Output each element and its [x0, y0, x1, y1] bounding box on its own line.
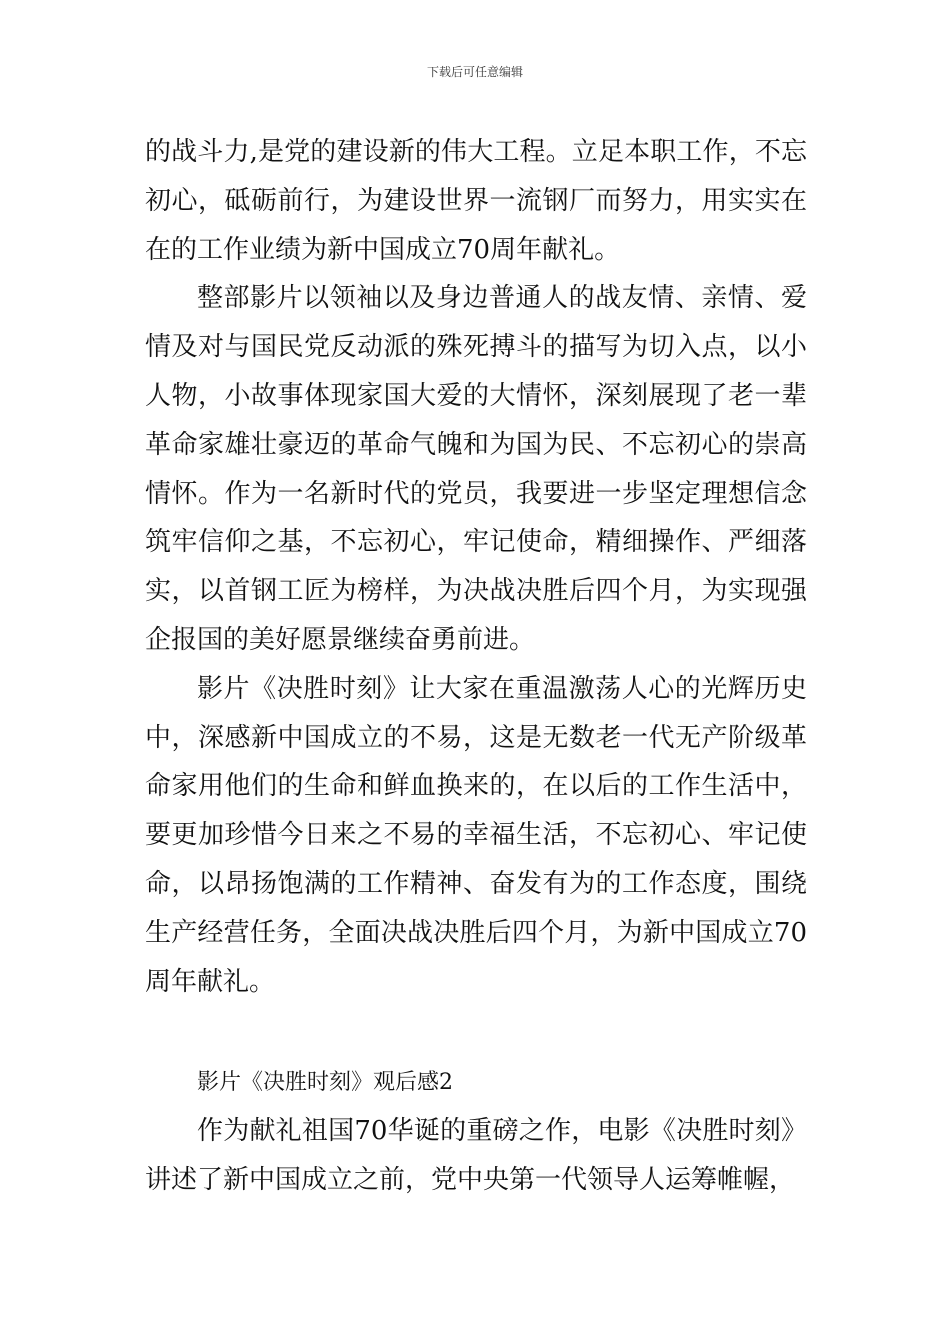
paragraph-film-overview: 整部影片以领袖以及身边普通人的战友情、亲情、爱情及对与国民党反动派的殊死搏斗的描写为切入点，以小人物，小故事体现家国大爱的大情怀，深刻展现了老一辈革命家雄壮豪迈的革命气魄和为国为民、不忘初心的崇高情怀。作为一名新时代的党员，我要进一步坚定理想信念筑牢信仰之基，不忘初心，牢记使命，精细操作、严细落实，以首钢工匠为榜样，为决战决胜后四个月，为实现强企报国的美好愿景继续奋勇前进。 [145, 283, 807, 655]
paragraph-continued: 的战斗力,是党的建设新的伟大工程。立足本职工作，不忘初心，砥砺前行，为建设世界一流钢厂而努力，用实实在在的工作业绩为新中国成立70周年献礼。 [145, 137, 807, 265]
section-spacer [145, 1006, 807, 1059]
paragraph-section-intro: 作为献礼祖国70华诞的重磅之作，电影《决胜时刻》讲述了新中国成立之前，党中央第一代领导人运筹帷幄， [145, 1116, 807, 1196]
section-title: 影片《决胜时刻》观后感2 [197, 1070, 453, 1096]
page-header-note: 下载后可任意编辑 [426, 65, 523, 79]
paragraph-film-reflection: 影片《决胜时刻》让大家在重温激荡人心的光辉历史中，深感新中国成立的不易，这是无数老一代无产阶级革命家用他们的生命和鲜血换来的，在以后的工作生活中，要更加珍惜今日来之不易的幸福生活，不忘初心、牢记使命，以昂扬饱满的工作精神、奋发有为的工作态度，围绕生产经营任务，全面决战决胜后四个月，为新中国成立70周年献礼。 [145, 673, 807, 997]
document-body [145, 128, 807, 1205]
